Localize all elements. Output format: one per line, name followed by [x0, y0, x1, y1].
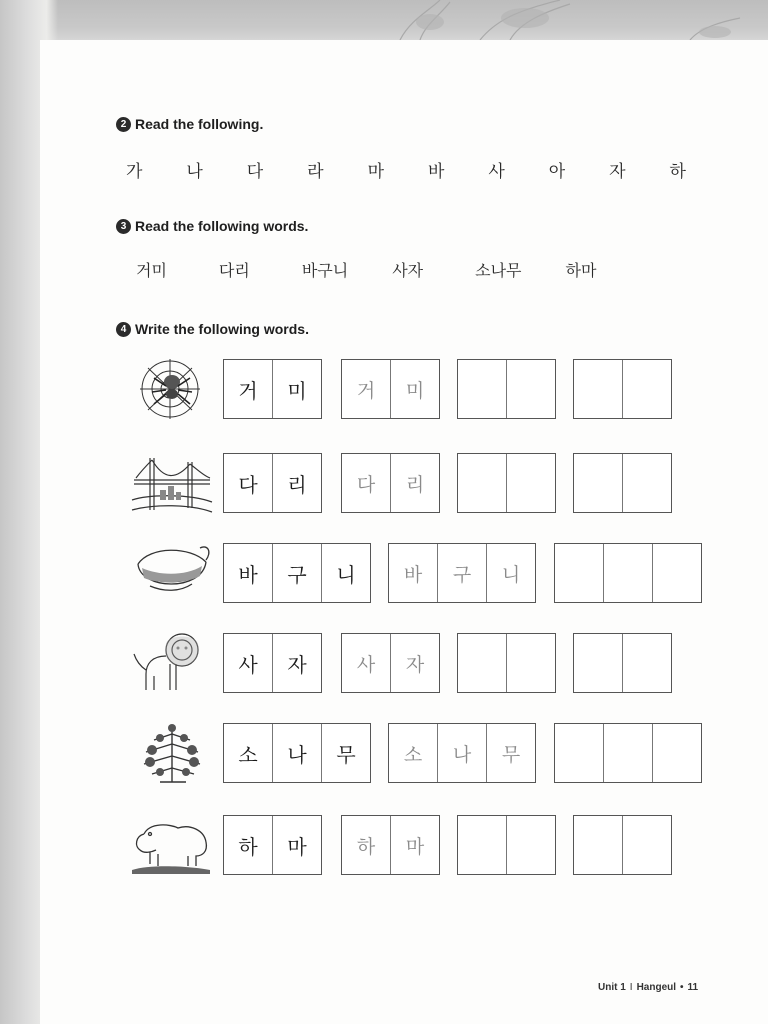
- blank-writing-boxes[interactable]: [573, 633, 672, 693]
- blank-writing-boxes[interactable]: [457, 633, 556, 693]
- faint-bleed-text: [440, 113, 640, 133]
- top-decorative-band: [0, 0, 768, 40]
- trace-word-boxes: [388, 543, 536, 603]
- syllable-box: 거: [238, 378, 258, 403]
- model-word-boxes: [223, 453, 322, 513]
- syllable-item: 마: [367, 162, 384, 182]
- syllable-box: 소: [238, 742, 258, 767]
- syllable-item: 나: [186, 162, 203, 182]
- empty-writing-box[interactable]: [458, 360, 506, 418]
- hippo-icon: [130, 812, 214, 878]
- footer-topic: Hangeul: [636, 982, 677, 993]
- empty-writing-box[interactable]: [603, 544, 652, 602]
- model-word-boxes: [223, 359, 322, 419]
- word-item: 사자: [392, 261, 424, 280]
- empty-writing-box[interactable]: [506, 816, 555, 874]
- word-item: 바구니: [301, 261, 349, 280]
- practice-row: [130, 450, 710, 516]
- syllable-box: 리: [272, 454, 321, 512]
- syllable-box: 나: [437, 724, 486, 782]
- empty-writing-box[interactable]: [622, 634, 671, 692]
- trace-word-boxes: [341, 815, 440, 875]
- syllable-box: 거: [356, 379, 376, 402]
- practice-row: [130, 356, 710, 422]
- syllable-box: 리: [390, 454, 439, 512]
- syllable-box: 미: [390, 360, 439, 418]
- syllable-box: 니: [486, 544, 535, 602]
- syllable-box: 마: [272, 816, 321, 874]
- syllable-box: 사: [238, 652, 258, 677]
- trace-word-boxes: [341, 633, 440, 693]
- empty-writing-box[interactable]: [506, 360, 555, 418]
- empty-writing-box[interactable]: [458, 454, 506, 512]
- spider-icon: [130, 356, 214, 422]
- model-word-boxes: [223, 633, 322, 693]
- empty-writing-box[interactable]: [574, 360, 622, 418]
- trace-word-boxes: [341, 453, 440, 513]
- syllable-box: 소: [403, 743, 423, 766]
- syllable-box: 마: [390, 816, 439, 874]
- page-footer: [598, 982, 698, 993]
- section-title-text: Write the following words.: [135, 321, 309, 337]
- model-word-boxes: [223, 815, 322, 875]
- syllable-item: 가: [126, 162, 143, 182]
- bridge-icon: [130, 450, 214, 516]
- word-list: [136, 258, 648, 281]
- empty-writing-box[interactable]: [506, 634, 555, 692]
- word-item: 다리: [218, 261, 250, 280]
- syllable-item: 하: [669, 162, 686, 182]
- empty-writing-box[interactable]: [574, 634, 622, 692]
- empty-writing-box[interactable]: [458, 634, 506, 692]
- empty-writing-box[interactable]: [506, 454, 555, 512]
- syllable-item: 사: [488, 162, 505, 182]
- syllable-box: 무: [486, 724, 535, 782]
- blank-writing-boxes[interactable]: [457, 815, 556, 875]
- syllable-item: 자: [609, 162, 626, 182]
- footer-page-number: 11: [687, 982, 699, 993]
- word-item: 소나무: [475, 261, 522, 280]
- practice-row: [130, 720, 710, 786]
- model-word-boxes: [223, 723, 371, 783]
- section-number-badge: 3: [116, 219, 131, 234]
- trace-word-boxes: [388, 723, 536, 783]
- blank-writing-boxes[interactable]: [554, 543, 702, 603]
- syllable-box: 나: [272, 724, 321, 782]
- syllable-list: [126, 157, 686, 182]
- blank-writing-boxes[interactable]: [457, 453, 556, 513]
- section-number-badge: 2: [116, 117, 131, 132]
- syllable-box: 구: [272, 544, 321, 602]
- section-title-text: Read the following words.: [135, 218, 309, 234]
- empty-writing-box[interactable]: [574, 454, 622, 512]
- syllable-box: 바: [403, 563, 423, 586]
- word-item: 거미: [136, 261, 167, 280]
- blank-writing-boxes[interactable]: [554, 723, 702, 783]
- syllable-item: 바: [427, 162, 445, 182]
- section-3-title: [116, 216, 308, 236]
- empty-writing-box[interactable]: [622, 816, 671, 874]
- blank-writing-boxes[interactable]: [573, 453, 672, 513]
- syllable-item: 라: [307, 162, 324, 182]
- empty-writing-box[interactable]: [652, 544, 701, 602]
- empty-writing-box[interactable]: [458, 816, 506, 874]
- empty-writing-box[interactable]: [652, 724, 701, 782]
- empty-writing-box[interactable]: [555, 724, 603, 782]
- syllable-box: 무: [321, 724, 370, 782]
- empty-writing-box[interactable]: [622, 454, 671, 512]
- syllable-box: 바: [238, 562, 258, 587]
- blank-writing-boxes[interactable]: [457, 359, 556, 419]
- pine-tree-icon: [130, 720, 214, 786]
- empty-writing-box[interactable]: [603, 724, 652, 782]
- blank-writing-boxes[interactable]: [573, 359, 672, 419]
- leaf-pattern-icon: [0, 0, 768, 40]
- syllable-box: 하: [356, 835, 376, 858]
- syllable-item: 다: [246, 162, 264, 182]
- syllable-box: 다: [238, 472, 258, 497]
- syllable-box: 구: [437, 544, 486, 602]
- syllable-box: 사: [356, 653, 376, 676]
- section-title-text: Read the following.: [135, 116, 264, 132]
- practice-row: [130, 812, 710, 878]
- syllable-box: 하: [238, 834, 258, 859]
- syllable-box: 자: [272, 634, 321, 692]
- practice-row: [130, 540, 710, 606]
- syllable-item: 아: [548, 162, 566, 182]
- lion-icon: [130, 630, 214, 696]
- syllable-box: 다: [356, 473, 376, 496]
- empty-writing-box[interactable]: [574, 816, 622, 874]
- blank-writing-boxes[interactable]: [573, 815, 672, 875]
- syllable-box: 미: [272, 360, 321, 418]
- trace-word-boxes: [341, 359, 440, 419]
- empty-writing-box[interactable]: [622, 360, 671, 418]
- word-item: 하마: [565, 261, 597, 280]
- footer-separator: I: [629, 982, 633, 993]
- model-word-boxes: [223, 543, 371, 603]
- syllable-box: 니: [321, 544, 370, 602]
- empty-writing-box[interactable]: [555, 544, 603, 602]
- practice-row: [130, 630, 710, 696]
- section-4-title: [116, 319, 309, 339]
- footer-bullet: •: [680, 982, 684, 993]
- section-2-title: [116, 114, 263, 134]
- footer-unit: Unit 1: [598, 982, 626, 993]
- section-number-badge: 4: [116, 322, 131, 337]
- syllable-box: 자: [390, 634, 439, 692]
- basket-icon: [130, 540, 214, 606]
